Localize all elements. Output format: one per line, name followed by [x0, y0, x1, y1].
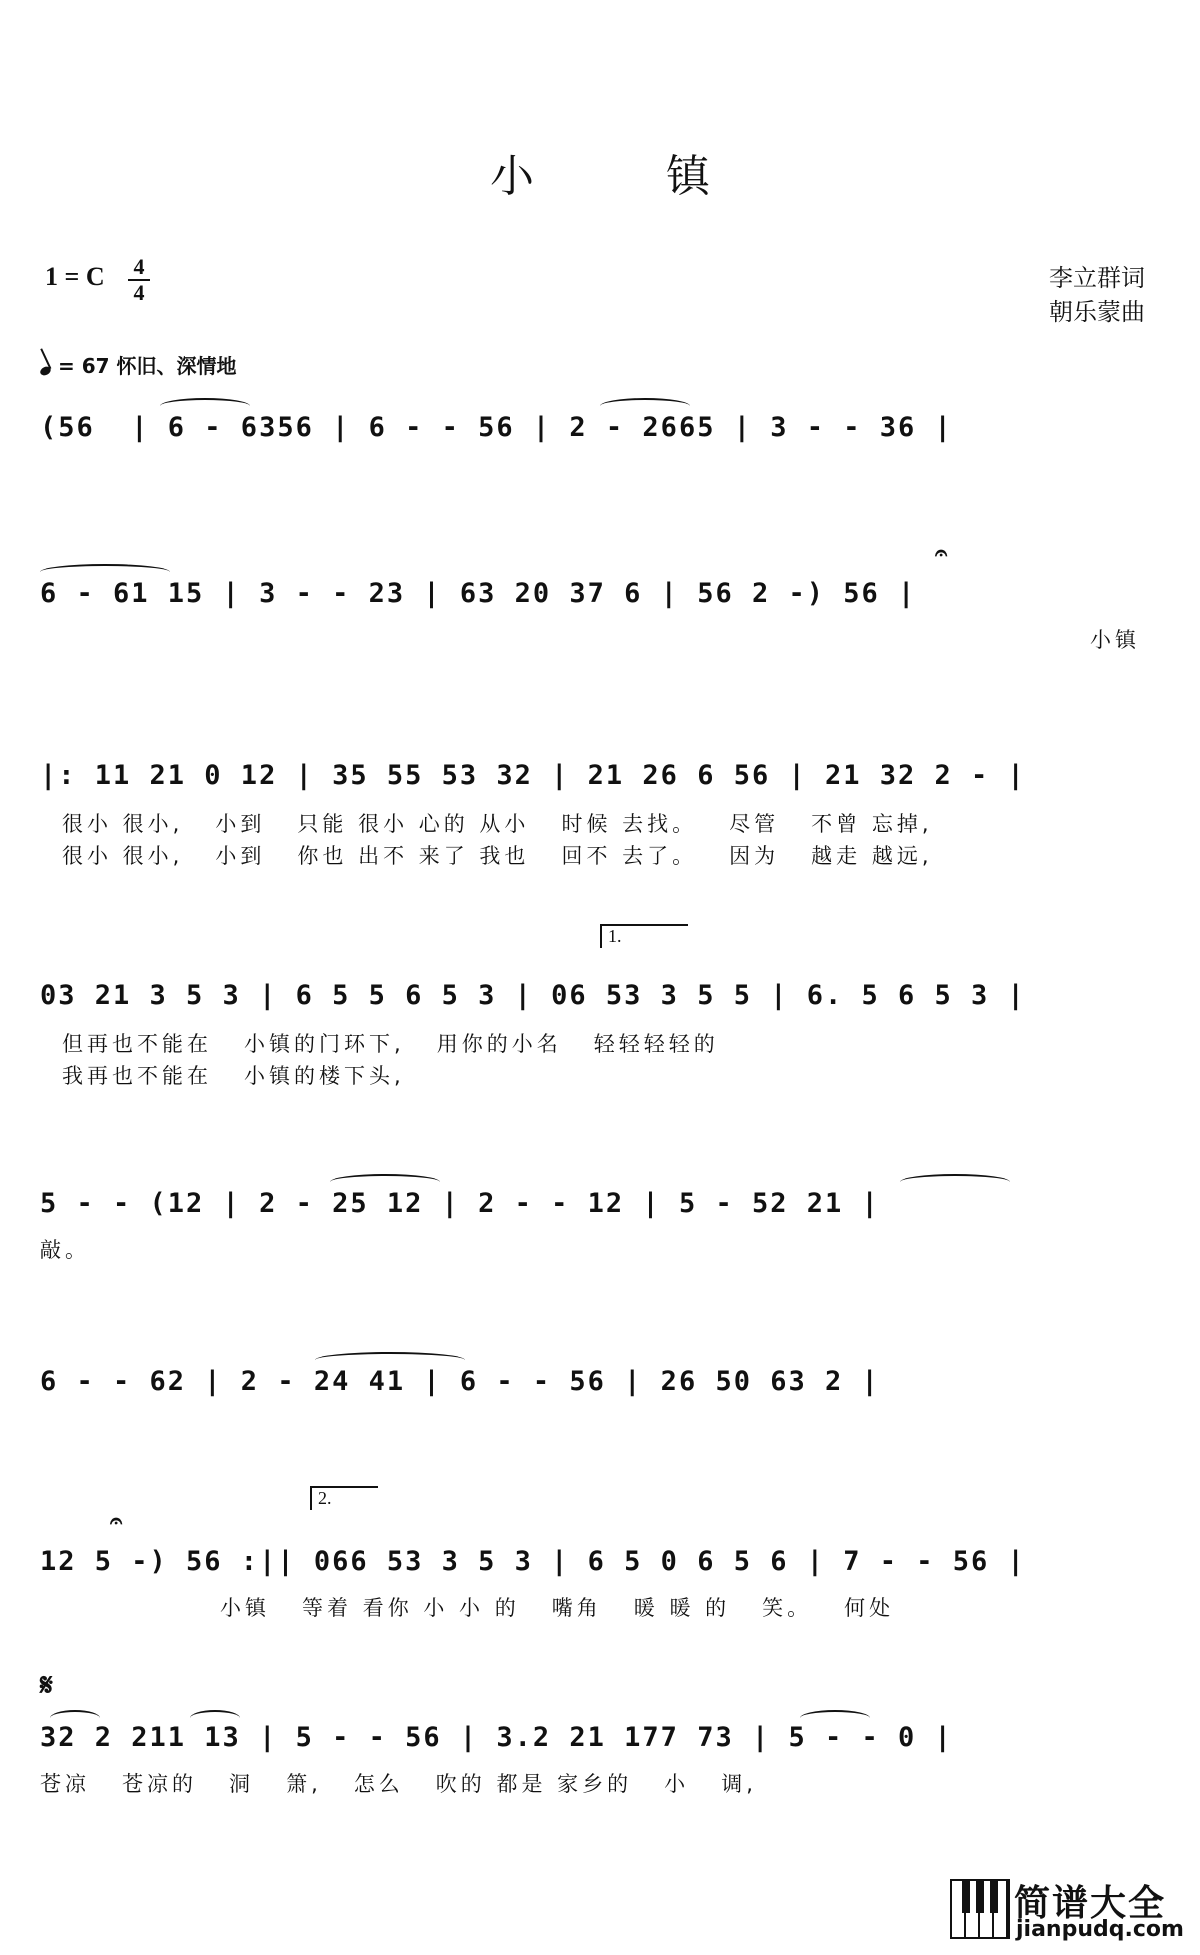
time-signature-bottom: 4	[133, 280, 145, 305]
tie-arc	[900, 1174, 1010, 1190]
fermata-icon: 𝄐	[935, 540, 948, 565]
composer-credit: 朝乐蒙曲	[1049, 298, 1145, 326]
time-signature-top: 4	[133, 254, 145, 279]
staff-row-3	[40, 760, 1160, 868]
logo-url: jianpudq.com	[1016, 1917, 1184, 1942]
lyric-line-1: 但再也不能在 小镇的门环下, 用你的小名 轻轻轻轻的	[62, 1032, 719, 1056]
segno-icon: 𝄋	[40, 1668, 53, 1703]
notation-line: 5 - - (12 | 2 - 25 12 | 2 - - 12 | 5 - 52 21 |	[40, 1188, 880, 1219]
tie-arc	[50, 1710, 100, 1726]
second-ending-bracket: 2.	[310, 1486, 378, 1510]
tempo-bpm: = 67	[57, 354, 110, 378]
notation-line: 03 21 3 5 3 | 6 5 5 6 5 3 | 06 53 3 5 5 | 6. 5 6 5 3 |	[40, 980, 1026, 1011]
lyric-line-1: 很小 很小, 小到 只能 很小 心的 从小 时候 去找。 尽管 不曾 忘掉,	[62, 812, 933, 836]
staff-row-4	[40, 926, 1160, 1088]
staff-row-2	[40, 540, 1160, 652]
staff-row-1	[40, 412, 1160, 472]
tempo-expression: 怀旧、深情地	[116, 354, 237, 378]
notation-line: 6 - 61 15 | 3 - - 23 | 63 20 37 6 | 56 2 -) 56 |	[40, 578, 917, 609]
staff-row-5	[40, 1188, 1160, 1262]
tie-arc	[315, 1352, 465, 1368]
lyricist-credit: 李立群词	[1049, 264, 1145, 292]
notation-line: 12 5 -) 56 :|| 066 53 3 5 3 | 6 5 0 6 5 6 | 7 - - 56 |	[40, 1546, 1026, 1577]
tie-arc	[40, 564, 170, 580]
staff-row-6	[40, 1366, 1160, 1426]
staff-row-7	[40, 1488, 1160, 1620]
logo-name: 简谱大全	[1014, 1883, 1167, 1924]
lyric-line-1: 苍凉 苍凉的 洞 箫, 怎么 吹的 都是 家乡的 小 调,	[40, 1772, 757, 1796]
lyric-line-2: 我再也不能在 小镇的楼下头,	[62, 1064, 405, 1088]
song-title: 小 镇	[490, 151, 710, 202]
tie-arc	[330, 1174, 440, 1190]
notation-line: |: 11 21 0 12 | 35 55 53 32 | 21 26 6 56 | 21 32 2 - |	[40, 760, 1026, 791]
notation-line: 32 2 211 13 | 5 - - 56 | 3.2 21 177 73 | 5 - - 0 |	[40, 1722, 953, 1753]
tie-arc	[190, 1710, 240, 1726]
notation-line: 6 - - 62 | 2 - 24 41 | 6 - - 56 | 26 50 63 2 |	[40, 1366, 880, 1397]
time-signature	[128, 256, 150, 304]
quarter-note-icon	[39, 365, 52, 377]
tie-arc	[800, 1710, 870, 1726]
first-ending-bracket: 1.	[600, 924, 688, 948]
tie-arc	[600, 398, 690, 414]
lyric-line-2: 很小 很小, 小到 你也 出不 来了 我也 回不 去了。 因为 越走 越远,	[62, 844, 933, 868]
site-logo	[950, 1873, 1184, 1943]
lyric-line-1: 小镇	[1090, 628, 1140, 652]
lyric-line-1: 小镇 等着 看你 小 小 的 嘴角 暖 暖 的 笑。 何处	[220, 1596, 895, 1620]
staff-row-8	[40, 1668, 1160, 1796]
notation-line: (56 | 6 - 6356 | 6 - - 56 | 2 - 2665 | 3 - - 36 |	[40, 412, 953, 443]
piano-keys-icon	[950, 1879, 1010, 1939]
key-signature: 1 = C	[45, 262, 105, 291]
fermata-icon: 𝄐	[110, 1508, 123, 1533]
tempo-marking	[40, 350, 237, 379]
lyric-line-1: 敲。	[40, 1238, 90, 1262]
tie-arc	[160, 398, 250, 414]
